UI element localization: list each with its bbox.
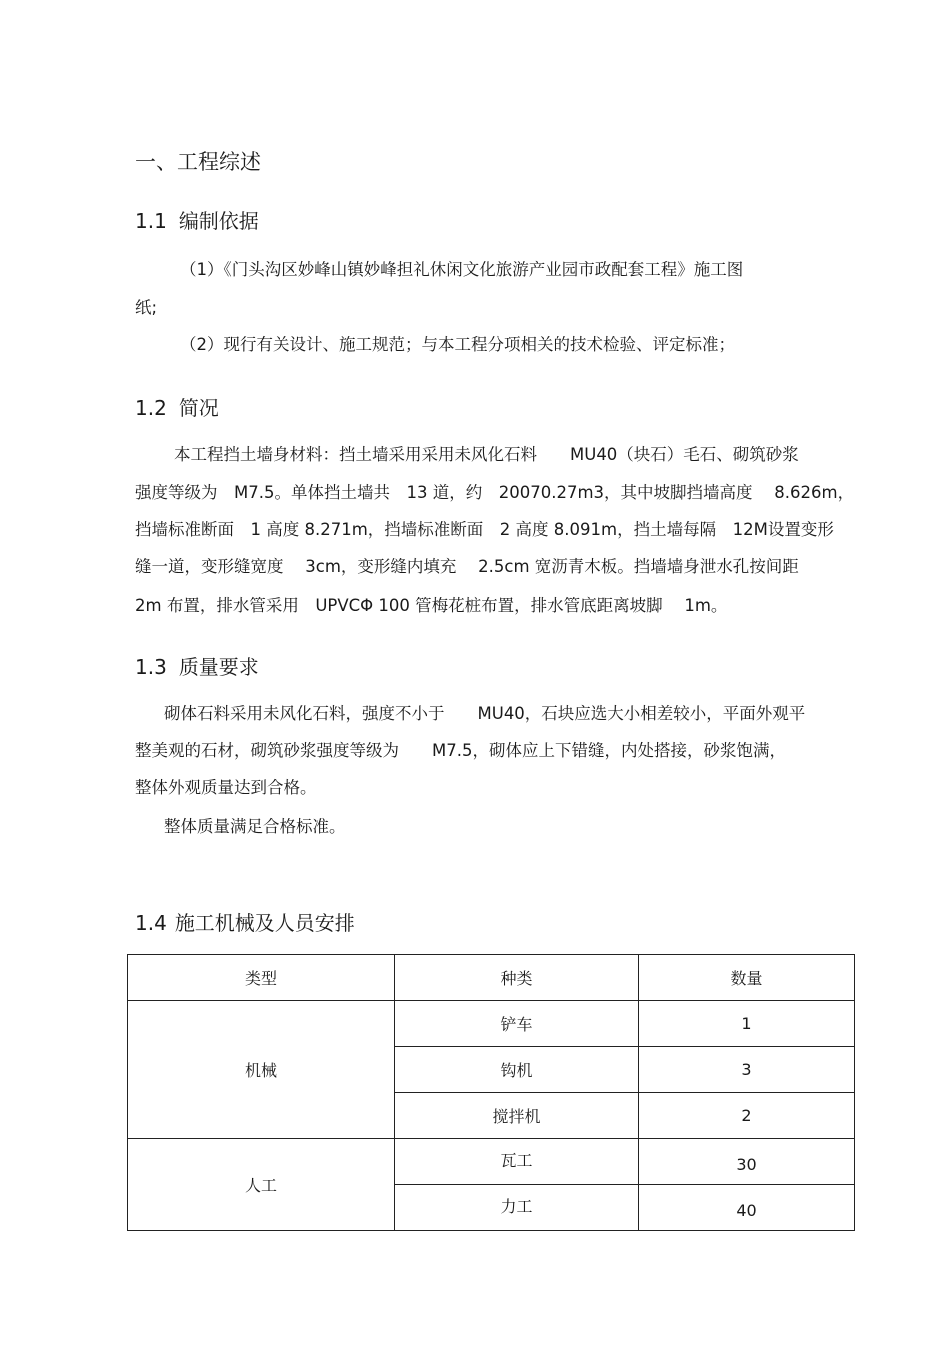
kind-cell: 力工 <box>395 1185 639 1231</box>
section-number: 1.4 <box>135 911 167 935</box>
section-title: 质量要求 <box>178 655 259 679</box>
qty-cell: 30 <box>639 1139 855 1185</box>
section-number: 1.1 <box>135 209 167 233</box>
section-heading-1-3 <box>135 651 259 680</box>
type-cell-labor: 人工 <box>128 1139 395 1231</box>
quality-line: 砌体石料采用未风化石料，强度不小于 MU40，石块应选大小相差较小，平面外观平 <box>164 704 806 723</box>
basis-item-1: （1）《门头沟区妙峰山镇妙峰担礼休闲文化旅游产业园市政配套工程》施工图 <box>180 260 744 279</box>
section-title: 简况 <box>178 396 219 420</box>
section-number: 1.2 <box>135 396 167 420</box>
section-number: 1.3 <box>135 655 167 679</box>
qty-cell: 1 <box>639 1001 855 1047</box>
kind-cell: 搅拌机 <box>395 1093 639 1139</box>
kind-cell: 铲车 <box>395 1001 639 1047</box>
basis-item-1-cont: 纸; <box>135 298 158 317</box>
overview-line: 本工程挡土墙身材料：挡土墙采用采用未风化石料 MU40（块石）毛石、砌筑砂浆 <box>174 445 799 464</box>
table-header-row <box>128 955 855 1001</box>
table-row <box>128 1001 855 1047</box>
chapter-heading: 一、工程综述 <box>135 150 261 174</box>
quality-line: 整体质量满足合格标准。 <box>164 817 346 836</box>
section-title: 施工机械及人员安排 <box>174 911 355 935</box>
qty-cell: 3 <box>639 1047 855 1093</box>
header-type: 类型 <box>128 955 395 1001</box>
quality-line: 整美观的石材，砌筑砂浆强度等级为 M7.5，砌体应上下错缝，内处搭接，砂浆饱满， <box>135 741 786 760</box>
overview-line: 挡墙标准断面 1 高度 8.271m，挡墙标准断面 2 高度 8.091m，挡土墙每隔 12M设置变形 <box>135 520 834 539</box>
qty-cell: 40 <box>639 1185 855 1231</box>
section-heading-1-2 <box>135 392 219 421</box>
header-qty: 数量 <box>639 955 855 1001</box>
type-cell-machinery: 机械 <box>128 1001 395 1139</box>
overview-line: 缝一道，变形缝宽度 3cm，变形缝内填充 2.5cm 宽沥青木板。挡墙墙身泄水孔按间距 <box>135 557 799 576</box>
header-kind: 种类 <box>395 955 639 1001</box>
section-title: 编制依据 <box>178 209 259 233</box>
kind-cell: 钩机 <box>395 1047 639 1093</box>
basis-item-2: （2）现行有关设计、施工规范；与本工程分项相关的技术检验、评定标准； <box>180 335 735 354</box>
resource-table <box>127 954 855 1231</box>
quality-line: 整体外观质量达到合格。 <box>135 778 317 797</box>
overview-line: 强度等级为 M7.5。单体挡土墙共 13 道，约 20070.27m3，其中坡脚挡墙高度 8.626m， <box>135 483 855 502</box>
kind-cell: 瓦工 <box>395 1139 639 1185</box>
section-heading-1-4 <box>135 907 355 936</box>
overview-line: 2m 布置，排水管采用 UPVCΦ 100 管梅花桩布置，排水管底距离坡脚 1m。 <box>135 596 728 615</box>
section-heading-1-1 <box>135 205 259 234</box>
table-row <box>128 1139 855 1185</box>
qty-cell: 2 <box>639 1093 855 1139</box>
